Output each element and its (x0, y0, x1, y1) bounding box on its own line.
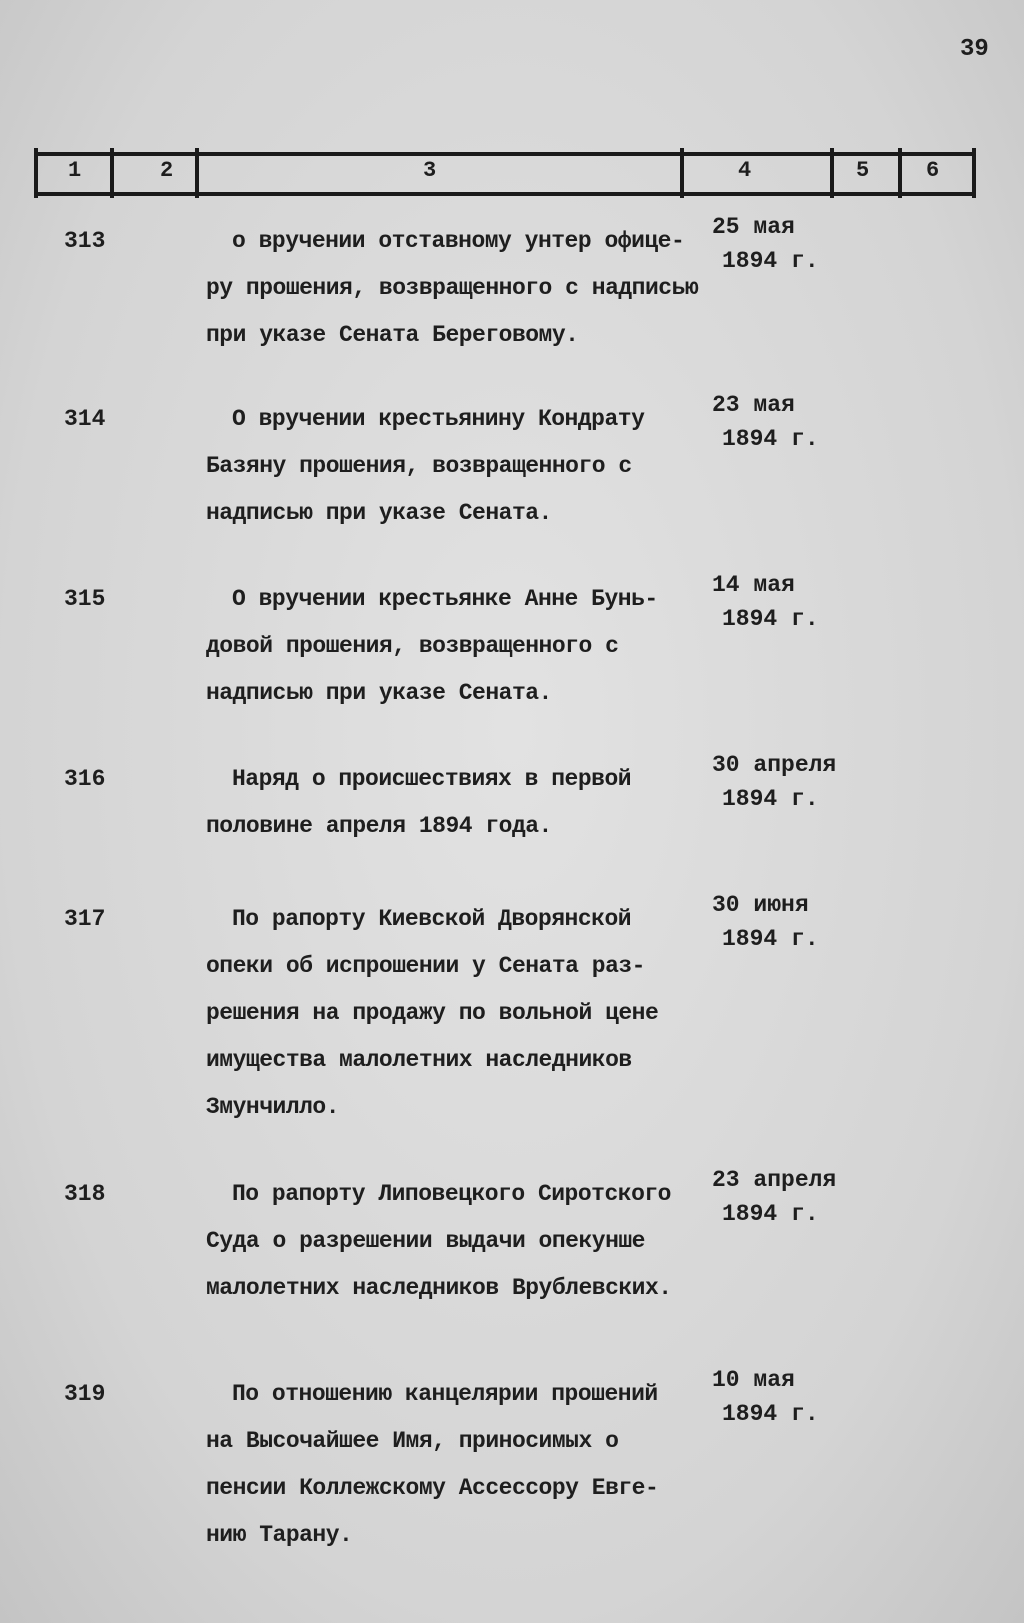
entry-date: 1894 г. (722, 1201, 819, 1227)
entry-date: 30 апреля (712, 752, 837, 778)
entry-text-line: По рапорту Липовецкого Сиротского (232, 1181, 671, 1207)
entry-date: 25 мая (712, 214, 795, 240)
entry-date: 14 мая (712, 572, 795, 598)
column-divider (898, 148, 902, 198)
entry-date: 1894 г. (722, 426, 819, 452)
entry-number: 319 (64, 1381, 106, 1407)
entry-number: 317 (64, 906, 106, 932)
column-header-2: 2 (160, 158, 174, 183)
entry-text-line: о вручении отставному унтер офице- (232, 228, 685, 254)
page-number: 39 (960, 36, 989, 63)
entry-text-line: довой прошения, возвращенного с (206, 633, 619, 659)
column-header-3: 3 (423, 158, 437, 183)
column-divider (680, 148, 684, 198)
entry-date: 30 июня (712, 892, 809, 918)
column-divider (195, 148, 199, 198)
entry-date: 10 мая (712, 1367, 795, 1393)
column-divider (972, 148, 976, 198)
entry-text-line: при указе Сената Береговому. (206, 322, 579, 348)
entry-text-line: нию Тарану. (206, 1522, 353, 1548)
entry-text-line: пенсии Коллежскому Ассессору Евге- (206, 1475, 659, 1501)
column-header-5: 5 (856, 158, 870, 183)
entry-text-line: опеки об испрошении у Сената раз- (206, 953, 645, 979)
entry-text-line: Змунчилло. (206, 1094, 340, 1120)
entry-number: 316 (64, 766, 106, 792)
column-header-6: 6 (926, 158, 940, 183)
entry-text-line: надписью при указе Сената. (206, 500, 552, 526)
column-divider (830, 148, 834, 198)
entry-text-line: надписью при указе Сената. (206, 680, 552, 706)
entry-number: 314 (64, 406, 106, 432)
entry-text-line: малолетних наследников Врублевских. (206, 1275, 672, 1301)
entry-date: 23 апреля (712, 1167, 837, 1193)
entry-text-line: Базяну прошения, возвращенного с (206, 453, 632, 479)
entry-number: 315 (64, 586, 106, 612)
entry-text-line: По рапорту Киевской Дворянской (232, 906, 632, 932)
entry-text-line: на Высочайшее Имя, приносимых о (206, 1428, 619, 1454)
entry-date: 23 мая (712, 392, 795, 418)
column-header-4: 4 (738, 158, 752, 183)
entry-text-line: О вручении крестьянину Кондрату (232, 406, 645, 432)
entry-text-line: имущества малолетних наследников (206, 1047, 632, 1073)
table-header (38, 152, 976, 196)
column-header-1: 1 (68, 158, 82, 183)
column-divider (110, 148, 114, 198)
entry-date: 1894 г. (722, 606, 819, 632)
entry-date: 1894 г. (722, 248, 819, 274)
entry-number: 318 (64, 1181, 106, 1207)
entry-date: 1894 г. (722, 1401, 819, 1427)
entry-text-line: ру прошения, возвращенного с надписью (206, 275, 699, 301)
entry-text-line: половине апреля 1894 года. (206, 813, 552, 839)
entry-date: 1894 г. (722, 926, 819, 952)
entry-text-line: О вручении крестьянке Анне Бунь- (232, 586, 658, 612)
entry-number: 313 (64, 228, 106, 254)
entry-text-line: Наряд о происшествиях в первой (232, 766, 632, 792)
entry-date: 1894 г. (722, 786, 819, 812)
entry-text-line: Суда о разрешении выдачи опекунше (206, 1228, 645, 1254)
entry-text-line: решения на продажу по вольной цене (206, 1000, 659, 1026)
entry-text-line: По отношению канцелярии прошений (232, 1381, 658, 1407)
column-divider (34, 148, 38, 198)
